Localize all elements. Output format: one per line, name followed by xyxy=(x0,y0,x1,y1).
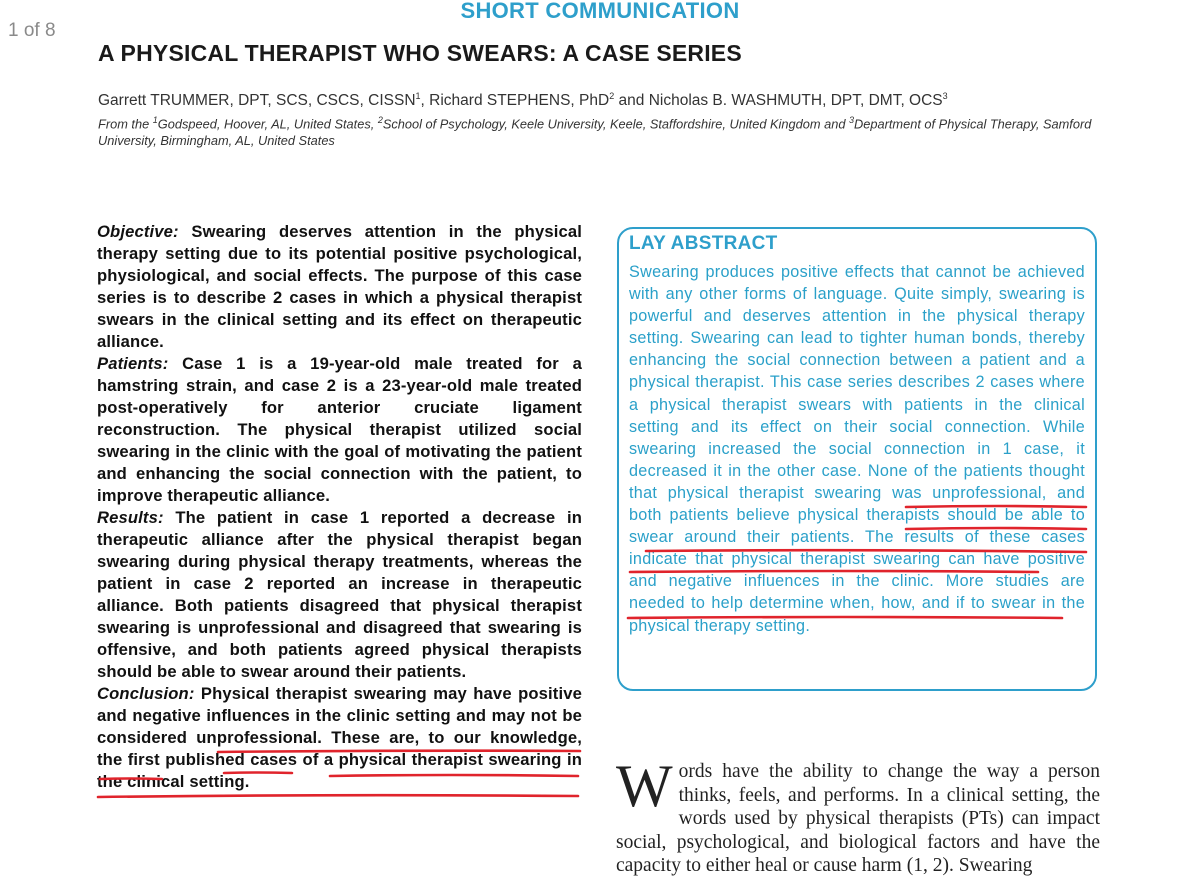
author-separator: , xyxy=(420,92,430,110)
abstract-patients xyxy=(97,353,582,507)
author-3-affil-mark: 3 xyxy=(942,91,948,101)
author-separator: and xyxy=(614,92,649,110)
affiliations xyxy=(98,112,1108,149)
author-list xyxy=(98,91,948,110)
paper-title: A PHYSICAL THERAPIST WHO SWEARS: A CASE SERIES xyxy=(98,40,742,66)
objective-text: Swearing deserves attention in the physical therapy setting due to its potential positive psychological, physiological, and social effects. The purpose of this case series is to describe 2 cases in which a physical therapist swears in the clinical setting and its effect on therapeutic alliance. xyxy=(97,222,582,351)
results-label: Results: xyxy=(97,508,164,527)
affil-1: Godspeed, Hoover, AL, United States, xyxy=(157,116,378,132)
body-intro-text: ords have the ability to change the way a person thinks, feels, and performs. In a clinical setting, the words used by physical therapists (PTs) can impact social, psychological, and biological factors and have the capacity to either heal or cause harm (1, 2). Swearing xyxy=(616,761,1100,876)
affil-mark-2: 2 xyxy=(377,115,383,125)
author-1: Garrett TRUMMER, DPT, SCS, CSCS, CISSN xyxy=(98,92,416,110)
affil-mark-1: 1 xyxy=(152,115,158,125)
body-intro xyxy=(616,753,1100,878)
affil-mark-3: 3 xyxy=(849,115,855,125)
red-underline xyxy=(98,795,578,797)
lay-abstract-title: LAY ABSTRACT xyxy=(629,233,778,254)
lay-abstract-text: Swearing produces positive effects that cannot be achieved with any other forms of language. Quite simply, swearing is powerful and deserves attention in the physical therapy setting. Swearing can lead to tighter human bonds, thereby enhancing the social connection between a patient and a physical therapist. This case series describes 2 cases where a physical therapist swears with patients in the clinical setting and its effect on their social connection. While swearing increased the social connection in 1 case, it decreased it in the other case. None of the patients thought that physical therapist swearing was unprofessional, and both patients believe physical therapists should be able to swear around their patients. The results of these cases indicate that physical therapist swearing can have positive and negative influences in the clinic. More studies are needed to help determine when, how, and if to swear in the physical therapy setting. xyxy=(629,263,1085,635)
patients-text: Case 1 is a 19-year-old male treated for a hamstring strain, and case 2 is a 23-year-old male treated post-operatively for anterior cruciate ligament reconstruction. The physical therapist utilized social swearing in the clinic with the goal of motivating the patient and enhancing the social connection with the patient, to improve therapeutic alliance. xyxy=(97,354,582,505)
author-2: Richard STEPHENS, PhD xyxy=(429,92,610,110)
affil-2: School of Psychology, Keele University, Keele, Staffordshire, United Kingdom and xyxy=(382,116,849,132)
author-2-affil-mark: 2 xyxy=(609,91,615,101)
results-text: The patient in case 1 reported a decrease in therapeutic alliance after the physical therapist began swearing during physical therapy treatments, whereas the patient in case 2 reported an increase in therapeutic alliance. Both patients disagreed that physical therapist swearing is unprofessional and disagreed that swearing is offensive, and both patients agreed physical therapists should be able to swear around their patients. xyxy=(97,508,582,681)
author-3: Nicholas B. WASHMUTH, DPT, DMT, OCS xyxy=(648,92,943,110)
author-1-affil-mark: 1 xyxy=(415,91,421,101)
affil-3: Department of Physical Therapy, Samford University, Birmingham, AL, United States xyxy=(98,116,1092,149)
abstract-results xyxy=(97,507,582,683)
abstract-objective xyxy=(97,221,582,353)
drop-cap: W xyxy=(616,753,673,819)
patients-label: Patients: xyxy=(97,354,169,373)
conclusion-label: Conclusion: xyxy=(97,684,195,703)
page-counter: 1 of 8 xyxy=(8,20,56,41)
lay-abstract-box xyxy=(617,227,1097,691)
structured-abstract xyxy=(97,221,582,793)
objective-label: Objective: xyxy=(97,222,179,241)
section-label: SHORT COMMUNICATION xyxy=(460,0,740,23)
conclusion-text: Physical therapist swearing may have positive and negative influences in the clinic setting and may not be considered unprofessional. These are, to our knowledge, the first published cases of a physical therapist swearing in the clinical setting. xyxy=(97,684,582,791)
abstract-conclusion xyxy=(97,683,582,793)
affil-prefix: From the xyxy=(98,116,153,132)
